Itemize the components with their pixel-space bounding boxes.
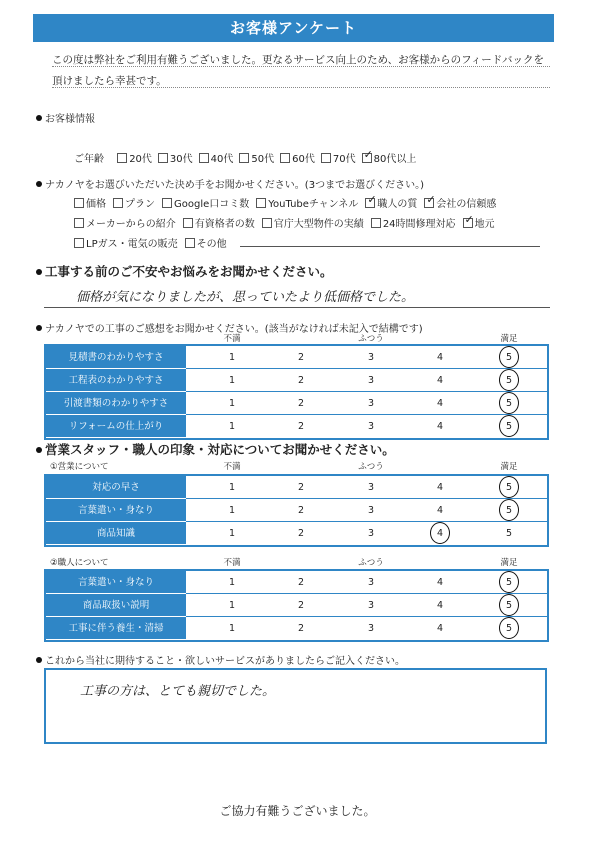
rating-row (46, 617, 547, 640)
score-option[interactable]: 2 (297, 577, 305, 588)
rating-label: 引渡書類のわかりやすさ (46, 392, 186, 415)
rating-label: リフォームの仕上がり (46, 415, 186, 438)
score-option[interactable]: 1 (228, 421, 236, 432)
score-option[interactable]: 3 (367, 528, 375, 539)
selected-circle-icon (499, 571, 519, 593)
age-label: ご年齢 (74, 154, 104, 165)
checkbox-icon[interactable] (117, 153, 127, 163)
option-label: 有資格者の数 (194, 219, 255, 230)
divider (52, 87, 550, 88)
selected-circle-icon (499, 476, 519, 498)
score-option[interactable]: 5 (505, 505, 513, 516)
page-title: お客様アンケート (33, 14, 554, 42)
checkbox-icon[interactable] (162, 198, 172, 208)
score-option[interactable]: 3 (367, 421, 375, 432)
score-option[interactable]: 2 (297, 600, 305, 611)
decision-option[interactable] (424, 193, 497, 210)
checkbox-icon[interactable] (262, 218, 272, 228)
checkbox-icon[interactable] (371, 218, 381, 228)
checkbox-icon[interactable] (256, 198, 266, 208)
score-option[interactable]: 4 (436, 528, 444, 539)
option-label: 地元 (474, 219, 495, 230)
decision-row-3 (74, 235, 234, 250)
score-option[interactable]: 1 (228, 352, 236, 363)
option-label: 24時間修理対応 (382, 219, 456, 230)
selected-circle-icon (499, 617, 519, 639)
score-option[interactable]: 5 (505, 528, 513, 539)
selected-circle-icon (499, 392, 519, 414)
bullet-icon (36, 325, 42, 331)
option-label: 職人の質 (377, 199, 418, 210)
option-label: メーカーからの紹介 (86, 219, 176, 230)
decision-option[interactable] (256, 199, 358, 210)
impressions-heading: ナカノヤでの工事のご感想をお聞かせください。(該当がなければ未記入で結構です) (36, 320, 423, 335)
decision-option[interactable] (371, 219, 456, 230)
checkbox-icon[interactable] (158, 153, 168, 163)
option-label: Google口コミ数 (174, 199, 250, 210)
score-option[interactable]: 1 (228, 600, 236, 611)
score-option[interactable]: 5 (505, 352, 513, 363)
impressions-table (44, 344, 549, 440)
score-option[interactable]: 4 (436, 421, 444, 432)
score-option[interactable]: 4 (436, 623, 444, 634)
score-option[interactable]: 3 (367, 623, 375, 634)
bullet-icon (36, 657, 42, 663)
score-option[interactable]: 5 (505, 600, 513, 611)
score-option[interactable]: 2 (297, 352, 305, 363)
craft-table (44, 569, 549, 642)
checkbox-icon[interactable] (199, 153, 209, 163)
score-option[interactable]: 4 (436, 482, 444, 493)
rating-row (46, 476, 547, 499)
score-option[interactable]: 5 (505, 421, 513, 432)
worries-heading: 工事する前のご不安やお悩みをお聞かせください。 (36, 262, 333, 280)
score-option[interactable]: 3 (367, 600, 375, 611)
scale-mid-label: ふつう (358, 558, 384, 568)
scale-low-label: 不満 (223, 558, 241, 568)
score-option[interactable]: 1 (228, 577, 236, 588)
rating-row (46, 571, 547, 594)
option-label: YouTubeチャンネル (268, 199, 359, 210)
worries-answer[interactable]: 価格が気になりましたが、思っていたより低価格でした。 (76, 290, 415, 305)
expectations-box[interactable] (44, 668, 547, 744)
bullet-icon (36, 115, 42, 121)
score-option[interactable]: 1 (228, 482, 236, 493)
scale-header (0, 332, 595, 344)
age-option[interactable] (117, 154, 152, 165)
rating-row (46, 522, 547, 545)
scale-high-label: 満足 (500, 334, 518, 344)
score-option[interactable]: 4 (436, 505, 444, 516)
decision-option[interactable] (74, 199, 106, 210)
checkbox-icon[interactable] (74, 218, 84, 228)
staff-heading: 営業スタッフ・職人の印象・対応についてお聞かせください。 (36, 440, 395, 458)
score-option[interactable]: 3 (367, 352, 375, 363)
checked-box-icon[interactable]: ✓ (426, 193, 436, 206)
decision-option[interactable] (262, 219, 364, 230)
score-option[interactable]: 4 (436, 375, 444, 386)
decision-option[interactable] (463, 213, 495, 230)
intro-line-2: 頂けましたら幸甚です。 (52, 75, 167, 87)
scale-header (0, 460, 595, 472)
option-label: 50代 (251, 154, 275, 165)
scale-low-label: 不満 (223, 462, 241, 472)
score-option[interactable]: 2 (297, 398, 305, 409)
score-option[interactable]: 5 (505, 577, 513, 588)
decision-heading: ナカノヤをお選びいただいた決め手をお聞かせください。(3つまでお選びください。) (36, 176, 424, 191)
score-option[interactable]: 3 (367, 505, 375, 516)
age-option[interactable] (239, 154, 274, 165)
bullet-icon (36, 181, 42, 187)
decision-option[interactable] (113, 199, 155, 210)
score-option[interactable]: 3 (367, 577, 375, 588)
checkbox-icon[interactable] (239, 153, 249, 163)
rating-row (46, 594, 547, 617)
score-option[interactable]: 1 (228, 375, 236, 386)
rating-row (46, 415, 547, 438)
rating-row (46, 499, 547, 522)
worries-underline (44, 307, 550, 308)
checkbox-icon[interactable] (280, 153, 290, 163)
rating-row (46, 346, 547, 369)
sales-table (44, 474, 549, 547)
selected-circle-icon (499, 346, 519, 368)
option-label: 会社の信頼感 (436, 199, 497, 210)
divider (52, 66, 550, 67)
score-option[interactable]: 4 (436, 352, 444, 363)
score-option[interactable]: 3 (367, 482, 375, 493)
decision-option[interactable] (74, 239, 178, 250)
scale-high-label: 満足 (500, 558, 518, 568)
age-option[interactable] (158, 154, 193, 165)
score-option[interactable]: 5 (505, 623, 513, 634)
score-option[interactable]: 1 (228, 623, 236, 634)
rating-label: 見積書のわかりやすさ (46, 346, 186, 369)
decision-option[interactable] (162, 199, 249, 210)
age-row (74, 150, 422, 165)
selected-circle-icon (499, 369, 519, 391)
decision-option[interactable] (365, 193, 418, 210)
rating-row (46, 392, 547, 415)
score-option[interactable]: 5 (505, 375, 513, 386)
selected-circle-icon (499, 499, 519, 521)
expectations-answer[interactable]: 工事の方は、とても親切でした。 (80, 684, 276, 699)
rating-label: 対応の早さ (46, 476, 186, 499)
checked-box-icon[interactable]: ✓ (464, 213, 474, 226)
rating-label: 工事に伴う養生・清掃 (46, 617, 186, 640)
rating-label: 商品取扱い説明 (46, 594, 186, 617)
intro-line-1: この度は弊社をご利用有難うございました。更なるサービス向上のため、お客様からのフィードバックを (52, 54, 545, 66)
option-label: 70代 (332, 154, 356, 165)
option-label: 価格 (86, 199, 106, 210)
score-option[interactable]: 3 (367, 398, 375, 409)
checked-box-icon[interactable]: ✓ (363, 148, 373, 161)
score-option[interactable]: 4 (436, 577, 444, 588)
score-option[interactable]: 3 (367, 375, 375, 386)
checkbox-icon[interactable] (74, 238, 84, 248)
decision-row-1 (74, 195, 503, 210)
score-option[interactable]: 2 (297, 505, 305, 516)
scale-high-label: 満足 (500, 462, 518, 472)
age-option[interactable] (199, 154, 234, 165)
decision-option[interactable] (183, 219, 255, 230)
sales-label: ①営業について (50, 462, 109, 472)
scale-header (0, 556, 595, 568)
other-underline (240, 246, 540, 247)
selected-circle-icon (430, 522, 450, 544)
score-option[interactable]: 5 (505, 482, 513, 493)
thanks-text: ご協力有難うございました。 (219, 804, 376, 818)
score-option[interactable]: 2 (297, 482, 305, 493)
option-label: 80代以上 (373, 154, 417, 165)
option-label: 60代 (292, 154, 315, 165)
score-option[interactable]: 2 (297, 421, 305, 432)
score-option[interactable]: 1 (228, 505, 236, 516)
checkbox-icon[interactable] (321, 153, 331, 163)
bullet-icon (36, 447, 42, 453)
rating-label: 言葉遣い・身なり (46, 499, 186, 522)
bullet-icon (36, 269, 42, 275)
expectations-heading: これから当社に期待すること・欲しいサービスがありましたらご記入ください。 (36, 652, 405, 667)
option-label: プラン (125, 199, 155, 210)
score-option[interactable]: 1 (228, 398, 236, 409)
score-option[interactable]: 5 (505, 398, 513, 409)
option-label: 20代 (129, 154, 152, 165)
score-option[interactable]: 1 (228, 528, 236, 539)
rating-label: 商品知識 (46, 522, 186, 545)
age-option[interactable] (321, 154, 356, 165)
decision-option[interactable] (185, 239, 227, 250)
scale-low-label: 不満 (223, 334, 241, 344)
craft-label: ②職人について (50, 558, 109, 568)
checkbox-icon[interactable] (74, 198, 84, 208)
option-label: 40代 (210, 154, 234, 165)
age-option[interactable] (280, 154, 315, 165)
decision-row-2 (74, 215, 502, 230)
checked-box-icon[interactable]: ✓ (367, 193, 377, 206)
score-option[interactable]: 2 (297, 528, 305, 539)
decision-option[interactable] (74, 219, 176, 230)
option-label: 官庁大型物件の実績 (273, 219, 364, 230)
score-option[interactable]: 2 (297, 375, 305, 386)
age-option[interactable] (362, 148, 417, 165)
score-option[interactable]: 4 (436, 600, 444, 611)
selected-circle-icon (499, 594, 519, 616)
scale-mid-label: ふつう (358, 462, 384, 472)
option-label: その他 (196, 239, 227, 250)
scale-mid-label: ふつう (358, 334, 384, 344)
rating-label: 工程表のわかりやすさ (46, 369, 186, 392)
rating-label: 言葉遣い・身なり (46, 571, 186, 594)
score-option[interactable]: 2 (297, 623, 305, 634)
checkbox-icon[interactable] (113, 198, 123, 208)
option-label: LPガス・電気の販売 (86, 239, 178, 250)
checkbox-icon[interactable] (183, 218, 193, 228)
selected-circle-icon (499, 415, 519, 437)
rating-row (46, 369, 547, 392)
option-label: 30代 (169, 154, 193, 165)
checkbox-icon[interactable] (185, 238, 195, 248)
customer-info-heading: お客様情報 (36, 110, 95, 125)
score-option[interactable]: 4 (436, 398, 444, 409)
